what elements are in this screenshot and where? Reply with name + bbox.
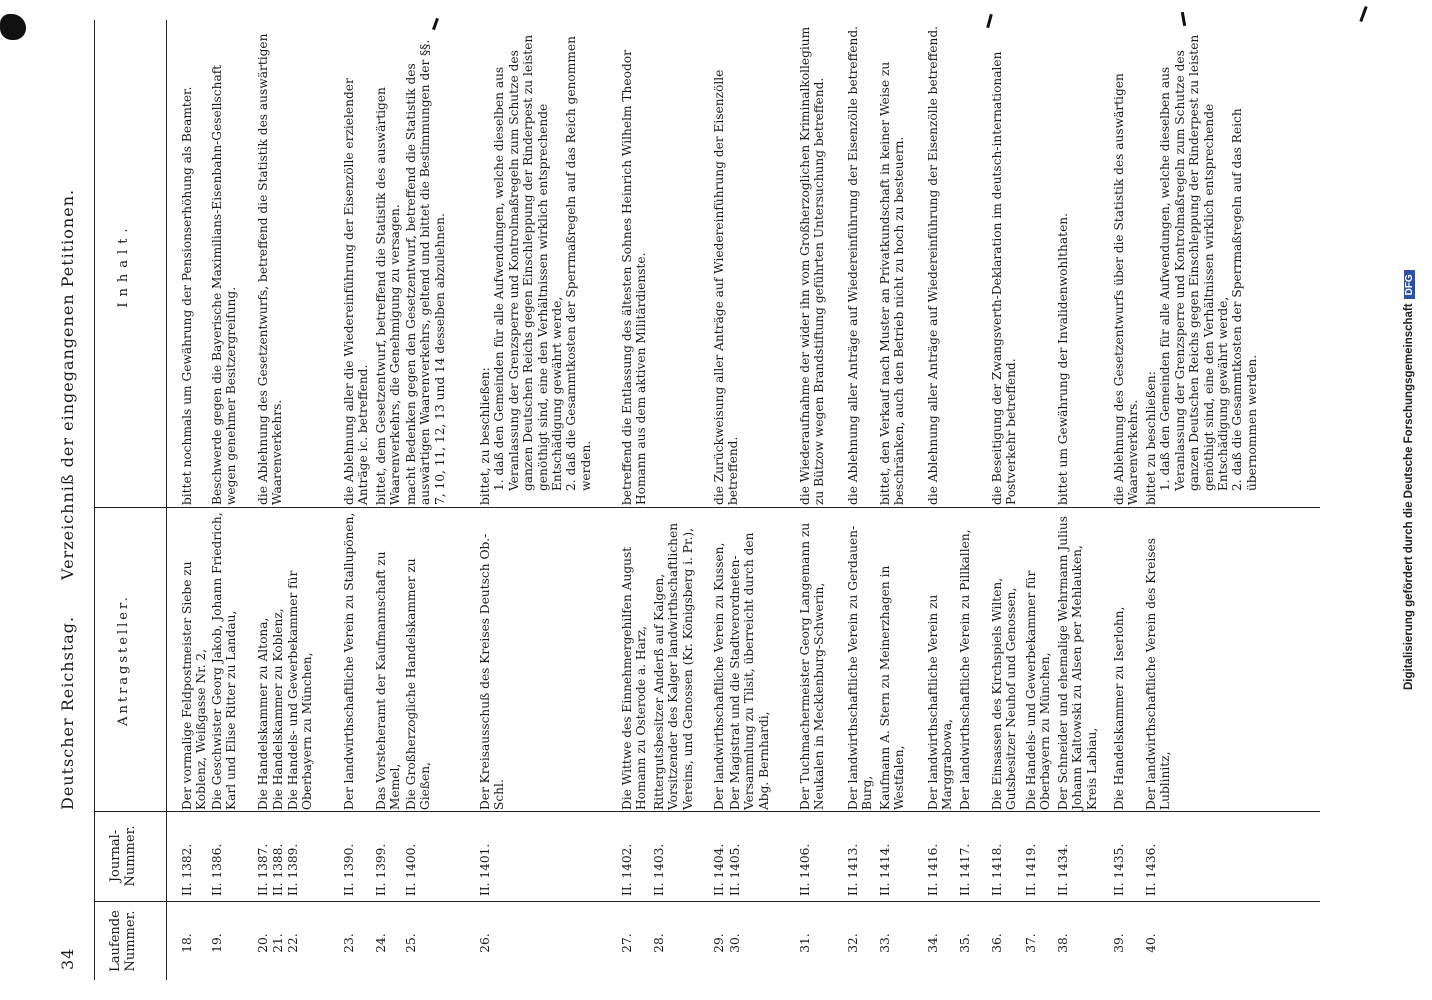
row-nr: 23. bbox=[342, 933, 356, 953]
row-inhalt: macht Bedenken gegen den Gesetzentwurf, betreffend die Statistik des auswärtigen Waarenverkehrs, geltend und bittet die Bestimmungen der §§. 7, 10, 11, 12, 13 und 14 desselben abzulehnen. bbox=[404, 39, 447, 505]
row-antragsteller: Rittergutsbesitzer Anderß auf Kalgen, Vorsitzender des Kalger landwirthschaftlichen Vereins, und Genossen (Kr. Königsberg i. Pr.), bbox=[652, 522, 695, 810]
row-antragsteller: Der landwirthschaftliche Verein des Kreises Lublinitz, bbox=[1144, 537, 1173, 810]
row-nr: 21. bbox=[271, 933, 285, 953]
rule-header-bottom bbox=[166, 20, 167, 980]
row-nr: 24. bbox=[374, 933, 388, 953]
row-journal: II. 1390. bbox=[342, 843, 356, 896]
col-header-laufende: Laufende Nummer. bbox=[108, 910, 138, 972]
row-inhalt: Beschwerde gegen die Bayerische Maximilians-Eisenbahn-Gesellschaft wegen genehmer Besitzergreifung. bbox=[210, 64, 239, 505]
row-inhalt: bittet, zu beschließen: bbox=[478, 367, 492, 505]
row-journal: II. 1414. bbox=[878, 843, 892, 896]
row-journal: II. 1404. bbox=[712, 843, 726, 896]
row-antragsteller: Der landwirthschaftliche Verein zu Gerdauen-Burg, bbox=[846, 525, 875, 810]
row-nr: 31. bbox=[798, 933, 812, 953]
row-journal: II. 1405. bbox=[728, 843, 742, 896]
row-nr: 38. bbox=[1056, 933, 1070, 953]
row-antragsteller: Der landwirthschaftliche Verein zu Kussen, bbox=[712, 542, 726, 810]
rotated-page bbox=[0, 20, 1420, 980]
row-journal: II. 1386. bbox=[210, 843, 224, 896]
row-inhalt-point-2: 2. daß die Gesammtkosten der Sperrmaßregeln auf das Reich übernommen werden. bbox=[1230, 108, 1259, 491]
row-journal: II. 1419. bbox=[1024, 843, 1038, 896]
row-antragsteller: Der landwirthschaftliche Verein zu Pillkallen, bbox=[958, 529, 972, 810]
row-inhalt-point-1: 1. daß den Gemeinden für alle Aufwendungen, welche dieselben aus Veranlassung der Grenzsperre und Kontrolmaßregeln zum Schutze des ganzen Deutschen Reichs gegen Einschleppung der Rinderpest zu leisten genöthigt sind, eine den Verhältnissen wirklich entsprechende Entschädigung gewährt werde, bbox=[492, 34, 565, 491]
row-antragsteller: Die Großherzogliche Handelskammer zu Gießen, bbox=[404, 558, 433, 810]
row-nr: 40. bbox=[1144, 933, 1158, 953]
row-inhalt: bittet, den Verkauf nach Muster an Privatkundschaft in keiner Weise zu beschränken, auch den Betrieb nicht zu hoch zu besteuern. bbox=[878, 61, 907, 505]
row-antragsteller: Der vormalige Feldpostmeister Siebe zu Koblenz, Weißgasse Nr. 2, bbox=[180, 561, 209, 810]
row-nr: 29. bbox=[712, 933, 726, 953]
scan-ink-blot bbox=[0, 14, 26, 40]
row-nr: 18. bbox=[180, 933, 194, 953]
col-header-inhalt: Inhalt. bbox=[116, 222, 131, 308]
row-journal: II. 1401. bbox=[478, 843, 492, 896]
row-nr: 26. bbox=[478, 933, 492, 953]
row-inhalt: bittet nochmals um Gewährung der Pensionserhöhung als Beamter. bbox=[180, 86, 194, 505]
row-journal: II. 1403. bbox=[652, 843, 666, 896]
row-journal: II. 1399. bbox=[374, 843, 388, 896]
row-journal: II. 1382. bbox=[180, 843, 194, 896]
rule-top bbox=[94, 20, 95, 980]
row-inhalt: die Ablehnung aller Anträge auf Wiedereinführung der Eisenzölle betreffend. bbox=[846, 25, 860, 505]
row-journal: II. 1388. bbox=[271, 843, 285, 896]
row-nr: 33. bbox=[878, 933, 892, 953]
row-antragsteller: Die Wittwe des Einnehmergehilfen August Homann zu Osterode a. Harz, bbox=[620, 546, 649, 810]
row-inhalt: die Ablehnung des Gesetzentwurfs über die Statistik des auswärtigen Waarenverkehrs. bbox=[1112, 73, 1141, 505]
row-journal: II. 1387. bbox=[256, 843, 270, 896]
row-inhalt: die Ablehnung des Gesetzentwurfs, betreffend die Statistik des auswärtigen Waarenverkehrs. bbox=[256, 33, 285, 505]
row-antragsteller: Kaufmann A. Stern zu Meinerzhagen in Westfalen, bbox=[878, 565, 907, 810]
row-nr: 25. bbox=[404, 933, 418, 953]
row-inhalt: bittet um Gewährung der Invalidenwohlthaten. bbox=[1056, 212, 1070, 505]
row-inhalt: die Zurückweisung aller Anträge auf Wiedereinführung der Eisenzölle betreffend. bbox=[712, 69, 741, 505]
row-nr: 28. bbox=[652, 933, 666, 953]
row-nr: 20. bbox=[256, 933, 270, 953]
row-antragsteller: Die Handelskammer zu Koblenz, bbox=[271, 608, 285, 810]
row-nr: 27. bbox=[620, 933, 634, 953]
row-antragsteller: Die Einsassen des Kirchspiels Wilten, Gutsbesitzer Neuhof und Genossen, bbox=[990, 577, 1019, 810]
dfg-badge: DFG bbox=[1404, 270, 1415, 299]
row-journal: II. 1400. bbox=[404, 843, 418, 896]
col-header-journal: Journal-Nummer. bbox=[108, 825, 138, 887]
row-nr: 36. bbox=[990, 933, 1004, 953]
row-antragsteller: Die Handels- und Gewerbekammer für Oberbayern zu München, bbox=[1024, 570, 1053, 810]
row-antragsteller: Der Tuchmachermeister Georg Langemann zu Neukalen in Mecklenburg-Schwerin, bbox=[798, 522, 827, 810]
row-inhalt: bittet, dem Gesetzentwurf, betreffend die Statistik des auswärtigen Waarenverkehrs, die Genehmigung zu versagen. bbox=[374, 87, 403, 505]
row-antragsteller: Die Geschwister Georg Jakob, Johann Friedrich, Karl und Elise Ritter zu Landau, bbox=[210, 512, 239, 810]
col-header-antragsteller: Antragsteller. bbox=[116, 594, 131, 726]
rule-col2 bbox=[94, 811, 1320, 812]
row-antragsteller: Die Handels- und Gewerbekammer für Oberbayern zu München, bbox=[286, 570, 315, 810]
dfg-credit bbox=[1403, 0, 1423, 690]
row-inhalt: betreffend die Entlassung des ältesten Sohnes Heinrich Wilhelm Theodor Homann aus dem aktiven Militärdienste. bbox=[620, 50, 649, 505]
row-inhalt-point-2: 2. daß die Gesammtkosten der Sperrmaßregeln auf das Reich genommen werden. bbox=[564, 36, 593, 491]
row-nr: 39. bbox=[1112, 933, 1126, 953]
row-antragsteller: Der Kreisausschuß des Kreises Deutsch Ob.-Schl. bbox=[478, 533, 507, 810]
row-journal: II. 1416. bbox=[926, 843, 940, 896]
rule-col3 bbox=[94, 507, 1320, 508]
row-nr: 35. bbox=[958, 933, 972, 953]
row-journal: II. 1434. bbox=[1056, 843, 1070, 896]
row-antragsteller: Der Magistrat und die Stadtverordneten-Versammlung zu Tilsit, überreicht durch den Abg. Bernhardi, bbox=[728, 532, 771, 810]
row-inhalt-point-1: 1. daß den Gemeinden für alle Aufwendungen, welche dieselben aus Veranlassung der Grenzsperre und Kontrolmaßregeln zum Schutze des ganzen Deutschen Reichs gegen Einschleppung der Rinderpest zu leisten genöthigt sind, eine den Verhältnissen wirklich entsprechende Entschädigung gewährt werde, bbox=[1158, 34, 1231, 491]
row-journal: II. 1435. bbox=[1112, 843, 1126, 896]
row-journal: II. 1406. bbox=[798, 843, 812, 896]
row-nr: 34. bbox=[926, 933, 940, 953]
row-antragsteller: Die Handelskammer zu Altona, bbox=[256, 617, 270, 810]
row-journal: II. 1436. bbox=[1144, 843, 1158, 896]
row-nr: 30. bbox=[728, 933, 742, 953]
dfg-credit-label: Digitalisierung gefördert durch die Deutsche Forschungsgemeinschaft bbox=[1403, 303, 1415, 690]
row-antragsteller: Der landwirthschaftliche Verein zu Marggrabowa, bbox=[926, 594, 955, 810]
row-journal: II. 1417. bbox=[958, 843, 972, 896]
row-journal: II. 1402. bbox=[620, 843, 634, 896]
row-inhalt: die Ablehnung aller Anträge auf Wiedereinführung der Eisenzölle betreffend. bbox=[926, 25, 940, 505]
header-center-title: Verzeichniß der eingegangenen Petitionen. bbox=[58, 188, 77, 580]
row-antragsteller: Der Schneider und ehemalige Wehrmann Julius Johann Kaltowski zu Alsen per Mehlauken, Kreis Labiau, bbox=[1056, 516, 1099, 810]
row-inhalt: die Wiederaufnahme der wider ihn vom Großherzoglichen Kriminalkollegium zu Bützow wegen Brandstiftung geführten Untersuchung betreffend. bbox=[798, 26, 827, 505]
row-journal: II. 1413. bbox=[846, 843, 860, 896]
row-inhalt: die Beseitigung der Zwangsverth-Deklaration im deutsch-internationalen Postverkehr betreffend. bbox=[990, 51, 1019, 505]
row-nr: 37. bbox=[1024, 933, 1038, 953]
page-number: 34 bbox=[58, 947, 77, 970]
dfg-sidebar bbox=[1393, 0, 1432, 1000]
header-left-title: Deutscher Reichstag. bbox=[58, 615, 77, 810]
row-nr: 32. bbox=[846, 933, 860, 953]
row-antragsteller: Der landwirthschaftliche Verein zu Stallupönen, bbox=[342, 512, 356, 810]
row-journal: II. 1418. bbox=[990, 843, 1004, 896]
row-antragsteller: Das Vorsteheramt der Kaufmannschaft zu Memel, bbox=[374, 551, 403, 810]
row-antragsteller: Die Handelskammer zu Iserlohn, bbox=[1112, 606, 1126, 810]
row-inhalt: bittet zu beschließen: bbox=[1144, 371, 1158, 505]
row-journal: II. 1389. bbox=[286, 843, 300, 896]
row-inhalt: die Ablehnung aller die Wiedereinführung der Eisenzölle erzielender Anträge ic. betreffend. bbox=[342, 78, 371, 505]
row-nr: 22. bbox=[286, 933, 300, 953]
row-nr: 19. bbox=[210, 933, 224, 953]
